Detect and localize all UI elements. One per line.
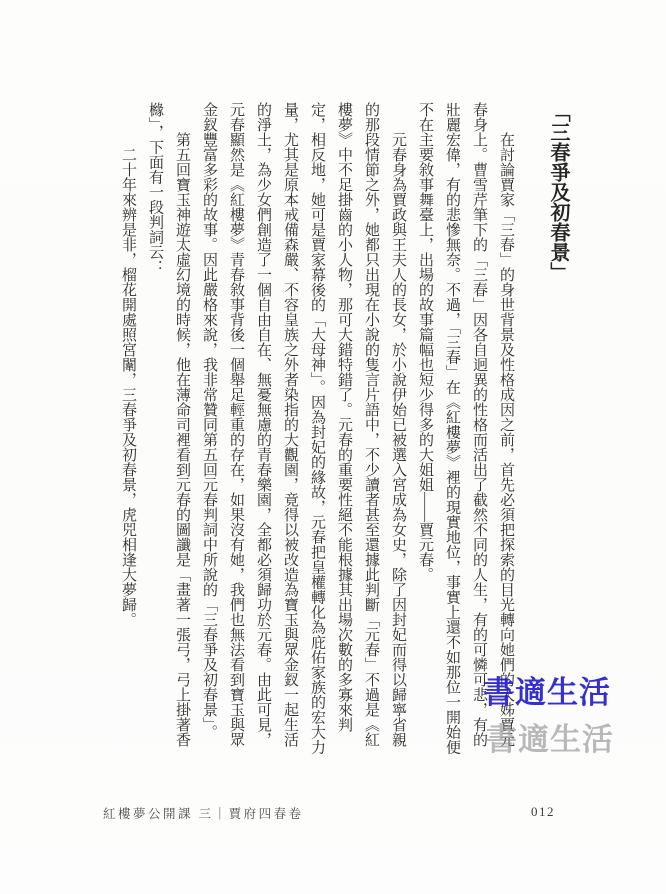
- body-paragraph-1: 在討論賈家「三春」的身世背景及性格成因之前，首先必須把探索的目光轉向她們的大姊賈元春身上。曹雪芹筆下的「三春」因各自迥異的性格而活出了截然不同的人生，有的可憐可悲，有的壯麗宏偉，有的悲慘無奈。不過，「三春」在《紅樓夢》裡的現實地位，事實上還不如那位一開始便不在主要敘事舞臺上，出場的故事篇幅也短少得多的大姐姐——賈元春。: [417, 102, 514, 755]
- page-title: 「三春爭及初春景」: [547, 102, 569, 282]
- footer-book-title: 紅樓夢公開課 三｜賈府四春卷: [103, 807, 304, 821]
- watermark-blue: 書適生活: [483, 675, 611, 710]
- body-paragraph-2: 元春身為賈政與王夫人的長女，於小說伊始已被選入宮成為女史，除了因封妃而得以歸寧省親的那段情節之外，她都只出現在小說的隻言片語中，不少讀者甚至還據此判斷「元春」不過是《紅樓夢》中不足掛齒的小人物，那可大錯特錯了。元春的重要性絕不能根據其出場次數的多寡來判定，相反地，她可是賈家幕後的「大母神」。因為封妃的緣故，元春把皇權轉化為庇佑家族的宏大力量，尤其是原本戒備森嚴、不容皇族之外者染指的大觀園，竟得以被改造為寶玉與眾金釵一起生活的淨土，為少女們創造了一個自由自在、無憂無慮的青春樂園，全都必須歸功於元春。由此可見，元春顯然是《紅樓夢》青春敘事背後一個舉足輕重的存在，如果沒有她，我們也無法看到寶玉與眾金釵豐富多彩的故事。因此嚴格來說，我非常贊同第五回元春判詞中所說的「三春爭及初春景」。: [201, 102, 406, 755]
- footer-page-number: 012: [531, 804, 555, 819]
- watermark-gray: 書適生活: [486, 722, 614, 757]
- body-paragraph-3: 第五回寶玉神遊太虛幻境的時候，他在薄命司裡看到元春的圖讖是「畫著一張弓，弓上掛著香櫞」，下面有一段判詞云：: [147, 102, 190, 747]
- judgment-verse: 二十年來辨是非，榴花開處照宮闈，三春爭及初春景，虎兕相逢大夢歸。: [120, 147, 136, 627]
- vertical-text-area: [80, 102, 586, 757]
